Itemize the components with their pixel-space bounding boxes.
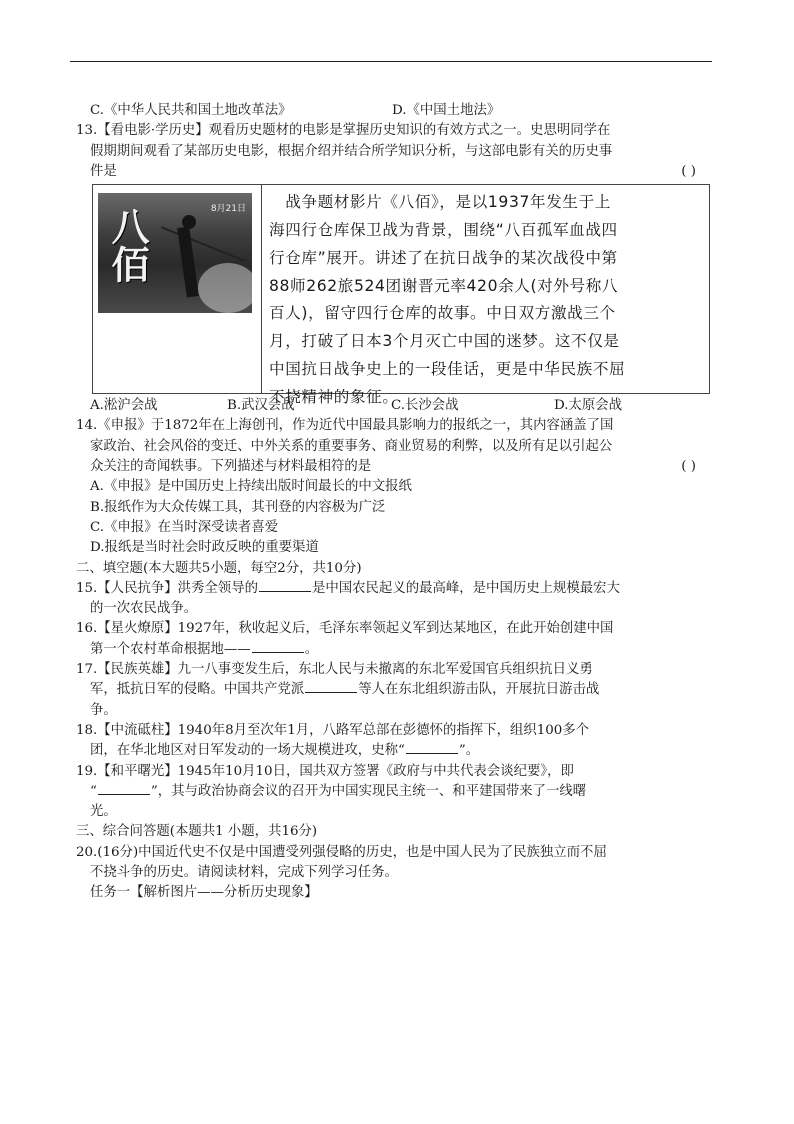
poster-soldier-figure — [177, 227, 199, 298]
q13-material-text — [269, 189, 705, 411]
q13-answer-paren: ( ) — [681, 163, 696, 179]
q18-answer-blank[interactable] — [406, 741, 458, 754]
q12-options — [76, 101, 716, 121]
material-line: 不挠精神的象征。 — [269, 387, 399, 406]
material-divider — [261, 185, 262, 393]
q14-stem-line2: 家政治、社会风俗的变迁、中外关系的重要事务、商业贸易的利弊，以及所有足以引起公 — [90, 438, 613, 454]
q15-answer-blank[interactable] — [259, 579, 311, 592]
q13-option-d: D.太原会战 — [554, 398, 623, 414]
q19-line1: 19.【和平曙光】1945年10月10日，国共双方签署《政府与中共代表会谈纪要》，即 — [76, 763, 574, 779]
q14-stem-line1: 14.《申报》于1872年在上海创刊，作为近代中国最具影响力的报纸之一，其内容涵盖了国 — [76, 418, 614, 434]
poster-smoke — [198, 263, 252, 313]
q16-line1: 16.【星火燎原】1927年，秋收起义后，毛泽东率领起义军到达某地区，在此开始创建中国 — [76, 621, 614, 637]
section3-heading: 三、综合问答题(本题共1 小题，共16分) — [76, 824, 318, 840]
material-line: 海四行仓库保卫战为背景，围绕“八百孤军血战四 — [269, 220, 618, 239]
poster-date: 8月21日 — [210, 204, 246, 215]
q12-option-c: C.《中华人民共和国土地改革法》 — [90, 103, 292, 118]
q14-stem-text: 众关注的奇闻轶事。下列描述与材料最相符的是 — [90, 459, 372, 475]
material-line: 中国抗日战争史上的一段佳话，更是中华民族不屈 — [269, 359, 626, 378]
q13-stem-line3 — [76, 162, 716, 182]
header-rule — [70, 61, 712, 62]
poster-flagpole — [161, 226, 245, 262]
q12-option-d: D.《中国土地法》 — [392, 103, 501, 118]
q18-text-b: 团，在华北地区对日军发动的一场大规模进攻，史称“ — [90, 743, 405, 759]
q13-stem-line1: 13.【看电影·学历史】观看历史题材的电影是掌握历史知识的有效方式之一。史思明同学在 — [76, 123, 611, 139]
q13-option-a: A.淞沪会战 — [90, 398, 158, 414]
q19-text-b: “ — [90, 783, 97, 799]
movie-poster-image — [98, 193, 252, 313]
q17-line2 — [76, 680, 716, 700]
q14-option-b: B.报纸作为大众传媒工具，其刊登的内容极为广泛 — [90, 499, 386, 515]
task1-heading: 任务一【解析图片——分析历史现象】 — [90, 885, 318, 901]
q16-text-c: 。 — [304, 641, 319, 657]
section2-heading: 二、填空题(本大题共5小题，每空2分，共10分) — [76, 560, 362, 576]
q17-answer-blank[interactable] — [305, 680, 357, 693]
q16-text-b: 第一个农村革命根据地—— — [90, 641, 251, 657]
material-line: 88师262旅524团谢晋元率420余人(对外号称八 — [269, 276, 619, 295]
material-line: 行仓库”展开。讲述了在抗日战争的某次战役中第 — [269, 248, 618, 267]
q17-text-c: 等人在东北组织游击队，开展抗日游击战 — [358, 682, 600, 698]
material-line: 战争题材影片《八佰》，是以1937年发生于上 — [269, 193, 611, 212]
poster-title: 八佰 — [105, 207, 149, 284]
q16-line2 — [76, 640, 716, 660]
q17-line3: 争。 — [90, 702, 117, 718]
q20-line2: 不挠斗争的历史。请阅读材料，完成下列学习任务。 — [90, 865, 398, 881]
q15-line2: 的一次农民战争。 — [90, 601, 198, 617]
q17-line1: 17.【民族英雄】九一八事变发生后，东北人民与未撤离的东北军爱国官兵组织抗日义勇 — [76, 662, 593, 678]
q19-text-c: ”，其与政治协商会议的召开为中国实现民主统一、和平建国带来了一线曙 — [150, 783, 587, 799]
q19-line2 — [76, 782, 716, 802]
q15-text-b: 是中国农民起义的最高峰，是中国历史上规模最宏大 — [311, 580, 620, 596]
q18-line1: 18.【中流砥柱】1940年8月至次年1月，八路军总部在彭德怀的指挥下，组织100多个 — [76, 722, 590, 738]
q20-line1: 20.(16分)中国近代史不仅是中国遭受列强侵略的历史，也是中国人民为了民族独立而不屈 — [76, 844, 607, 860]
q19-line3: 光。 — [90, 804, 117, 820]
q14-option-d: D.报纸是当时社会时政反映的重要渠道 — [90, 540, 319, 556]
q15-text-a: 15.【人民抗争】洪秀全领导的 — [76, 580, 258, 596]
material-line: 百人)，留守四行仓库的故事。中日双方激战三个 — [269, 304, 616, 323]
exam-page — [76, 101, 716, 904]
material-line: 月，打破了日本3个月灭亡中国的迷梦。这不仅是 — [269, 332, 620, 351]
q13-stem-text: 件是 — [90, 163, 117, 179]
q18-line2 — [76, 741, 716, 761]
q14-option-a: A.《申报》是中国历史上持续出版时间最长的中文报纸 — [90, 479, 412, 495]
q15-line1 — [76, 579, 716, 599]
q19-answer-blank[interactable] — [98, 782, 150, 795]
q14-answer-paren: ( ) — [681, 459, 696, 475]
q14-stem-line3 — [76, 457, 716, 477]
q16-answer-blank[interactable] — [252, 640, 304, 653]
q17-text-b: 军，抵抗日军的侵略。中国共产党派 — [90, 682, 305, 698]
q18-text-c: ”。 — [458, 743, 480, 759]
q14-option-c: C.《申报》在当时深受读者喜爱 — [90, 519, 279, 535]
q13-option-c: C.长沙会战 — [391, 398, 459, 414]
q13-option-b: B.武汉会战 — [227, 398, 295, 414]
q13-stem-line2: 假期期间观看了某部历史电影，根据介绍并结合所学知识分析，与这部电影有关的历史事 — [90, 143, 613, 159]
